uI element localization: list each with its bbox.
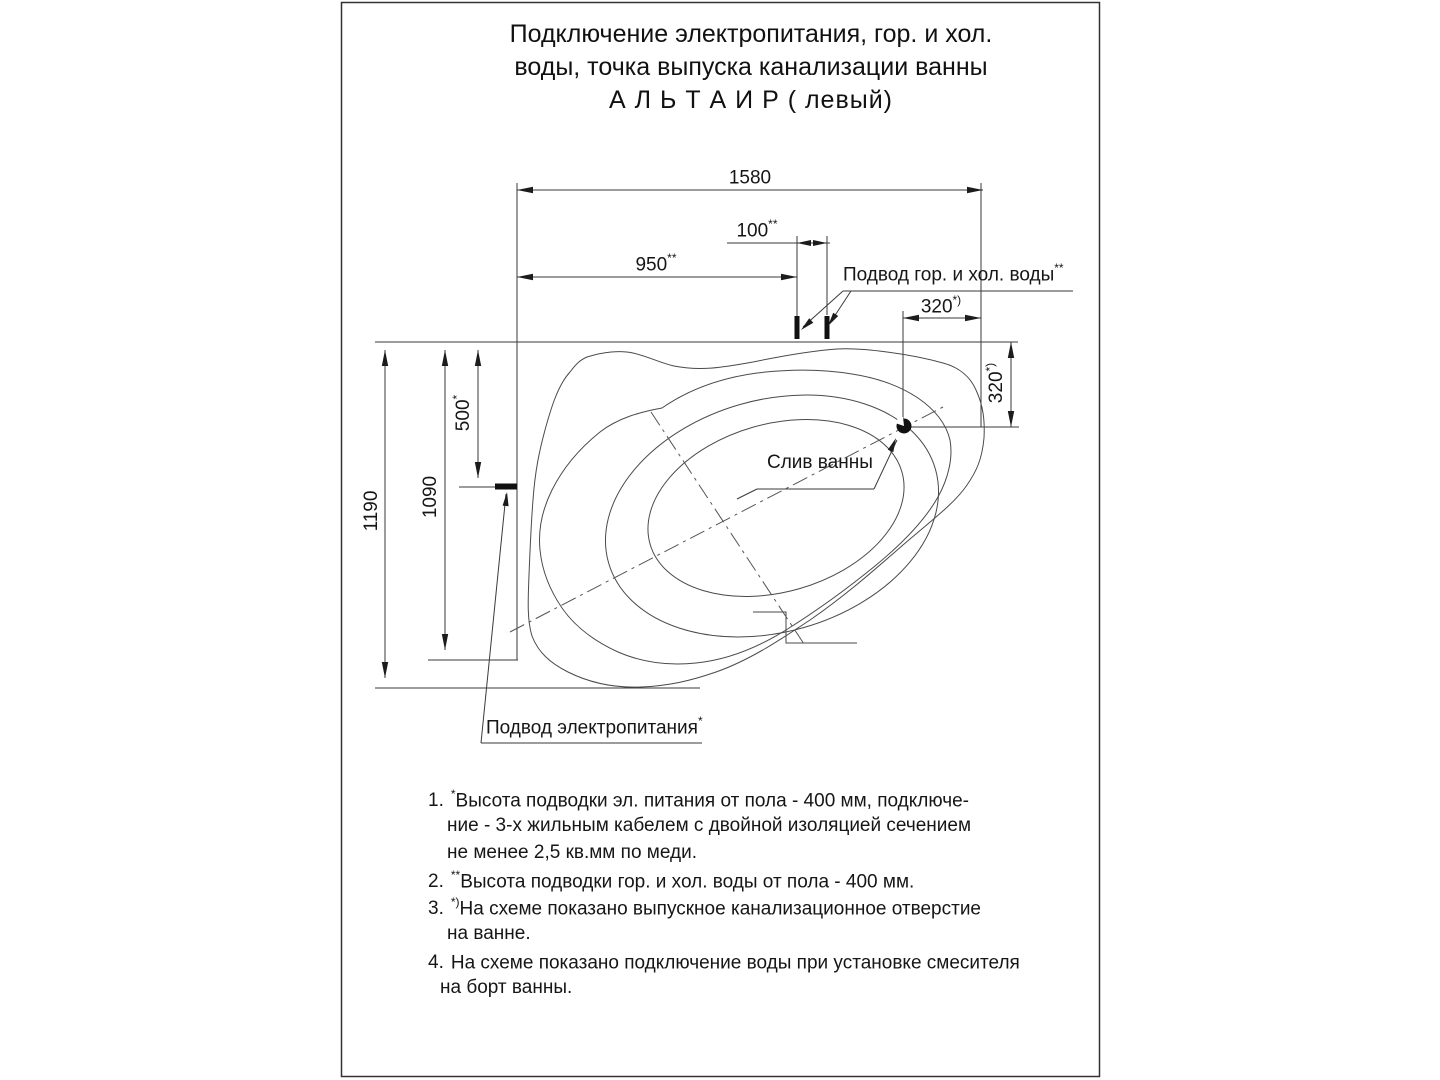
dim-electro-depth: 500* xyxy=(449,394,475,432)
note-1-cont: ние - 3-х жильным кабелем с двойной изоляцией сечением xyxy=(447,815,972,836)
water-mark-left xyxy=(795,316,800,339)
note-3: 3. *)На схеме показано выпускное канализационное отверстие xyxy=(428,895,982,920)
note-4: 4. На схеме показано подключение воды при установке смесителя xyxy=(428,952,1020,974)
dimension-arrows xyxy=(382,187,1014,678)
title-line-1: Подключение электропитания, гор. и хол. xyxy=(509,20,993,48)
drawing-title xyxy=(351,18,1151,117)
title-line-3: А Л Ь Т А И Р ( левый) xyxy=(609,86,893,114)
note-2: 2. **Высота подводки гор. и хол. воды от пола - 400 мм. xyxy=(428,868,915,893)
bathtub-contours xyxy=(528,349,984,687)
dim-drain-from-wall: 320*) xyxy=(982,362,1008,404)
basin-outer-contour xyxy=(577,358,968,675)
title-line-2: воды, точка выпуска канализации ванны xyxy=(514,53,988,81)
note-3-cont: на ванне. xyxy=(447,923,531,944)
electro-mark xyxy=(495,484,517,490)
centerlines xyxy=(510,407,943,647)
dim-drain-from-right: 320*) xyxy=(920,293,962,318)
note-1-cont2: не менее 2,5 кв.мм по меди. xyxy=(447,842,697,863)
dim-total-depth: 1190 xyxy=(361,490,383,532)
water-mark-right xyxy=(825,316,830,339)
note-1: 1. *Высота подводки эл. питания от пола - 400 мм, подключе- xyxy=(428,787,969,812)
leader-lines xyxy=(481,291,1073,743)
dimension-lines xyxy=(375,183,1019,688)
dim-total-width: 1580 xyxy=(728,167,772,189)
dim-water-offset: 100** xyxy=(736,217,778,242)
dim-tub-depth: 1090 xyxy=(420,475,442,519)
note-4-cont: на борт ванны. xyxy=(440,977,573,998)
dim-water-left: 950** xyxy=(635,251,677,276)
label-power-supply: Подвод электропитания* xyxy=(486,714,703,739)
label-water-supply: Подвод гор. и хол. воды** xyxy=(843,261,1064,286)
label-drain: Слив ванны xyxy=(767,452,873,473)
